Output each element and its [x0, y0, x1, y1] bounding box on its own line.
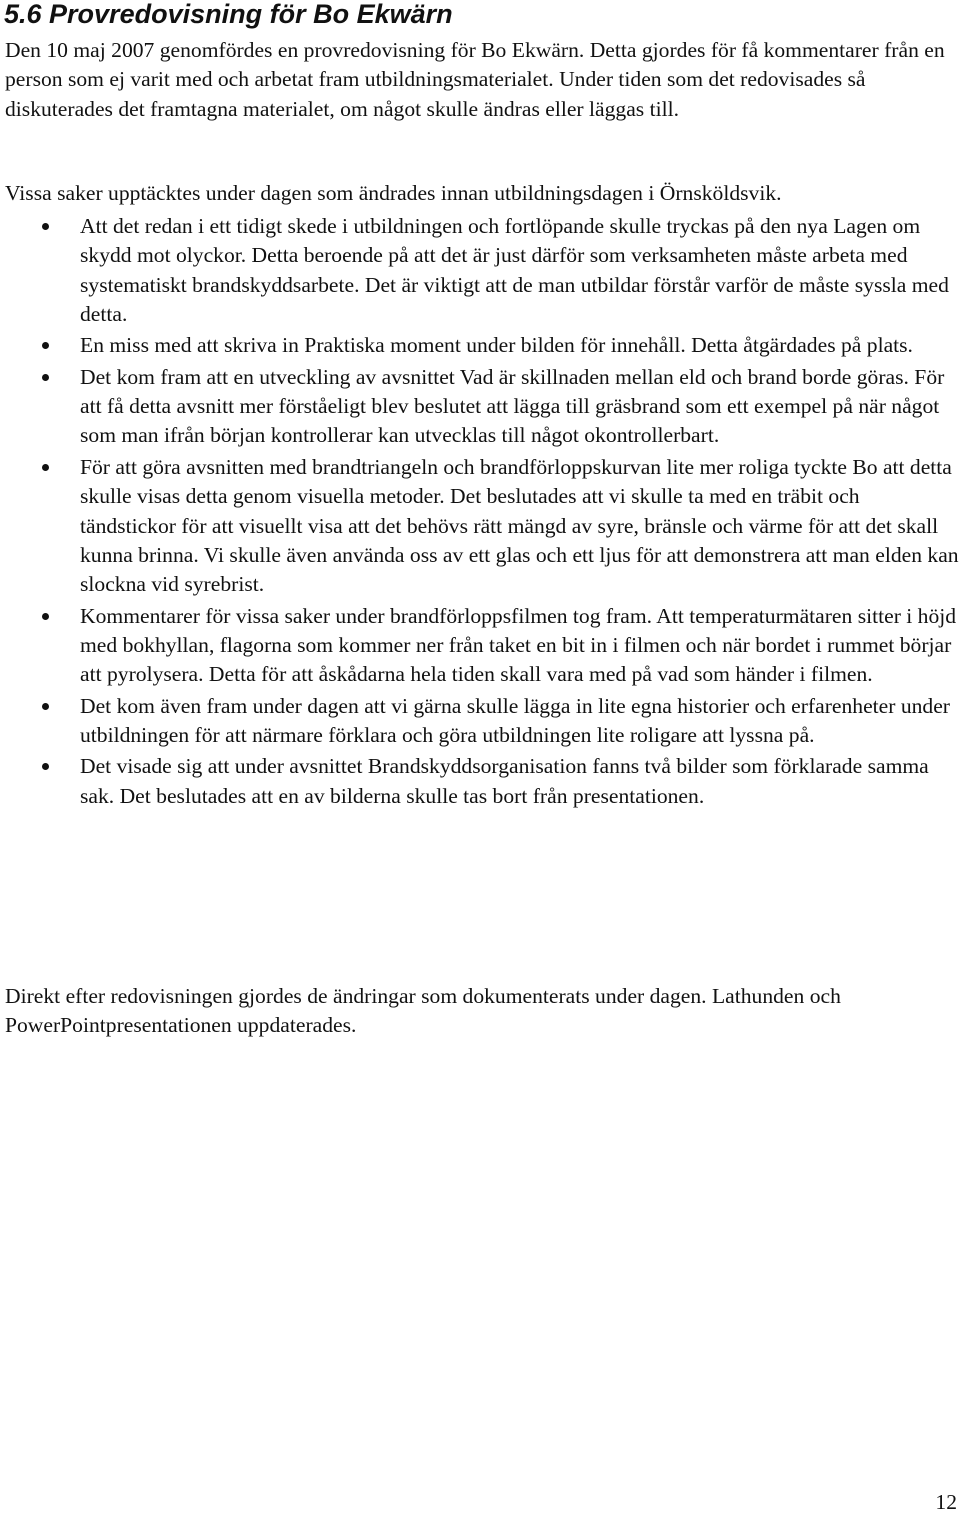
bullet-text: Att det redan i ett tidigt skede i utbildningen och fortlöpande skulle tryckas på den nya Lagen om skydd mot olyckor. Detta beroende på att det är just därför som verksamheten måste arbeta med systematiskt brandskyddsarbete. Det är viktigt att de man utbildar förstår varför de måste syssla med detta.	[80, 214, 949, 326]
bullet-item	[0, 453, 960, 599]
bullet-icon	[42, 464, 49, 471]
bullet-icon	[42, 374, 49, 381]
closing-paragraph: Direkt efter redovisningen gjordes de ändringar som dokumenterats under dagen. Lathunden och PowerPointpresentationen uppdaterades.	[5, 984, 841, 1038]
page-number: 12	[935, 1490, 957, 1514]
bullet-icon	[42, 223, 49, 230]
bullet-icon	[42, 703, 49, 710]
bullet-item	[0, 692, 960, 751]
bullet-icon	[42, 342, 49, 349]
bullet-item	[0, 331, 960, 360]
bullet-text: För att göra avsnitten med brandtriangeln och brandförloppskurvan lite mer roliga tyckte Bo att detta skulle visas detta genom visuella metoder. Det beslutades att vi skulle ta med en träbit och tändstickor för att visuellt visa att det behövs rätt mängd av syre, bränsle och värme för att det skall kunna brinna. Vi skulle även använda oss av ett glas och ett ljus för att demonstrera att man elden kan slockna vid syrebrist.	[80, 454, 959, 597]
bullet-item	[0, 602, 960, 690]
bullet-text: Det kom även fram under dagen att vi gärna skulle lägga in lite egna historier och erfarenheter under utbildningen för att närmare förklara och göra utbildningen lite roligare att lyssna på.	[80, 693, 950, 747]
bullet-item	[0, 752, 960, 811]
intro-paragraph: Den 10 maj 2007 genomfördes en provredovisning för Bo Ekwärn. Detta gjordes för få kommentarer från en person som ej varit med och arbetat fram utbildningsmaterialet. Under tiden som det redovisades så diskuterades det framtagna materialet, om något skulle ändras eller läggas till.	[5, 38, 945, 121]
bullet-item	[0, 212, 960, 329]
findings-intro-paragraph: Vissa saker upptäcktes under dagen som ändrades innan utbildningsdagen i Örnsköldsvik.	[5, 181, 782, 205]
bullet-text: En miss med att skriva in Praktiska moment under bilden för innehåll. Detta åtgärdades på plats.	[80, 333, 913, 358]
bullet-text: Det kom fram att en utveckling av avsnittet Vad är skillnaden mellan eld och brand borde göras. För att få detta avsnitt mer förståeligt blev beslutet att lägga till gräsbrand som ett exempel på när något som man ifrån början kontrollerar kan utvecklas till något okontrollerbart.	[80, 364, 945, 448]
bullet-text: Kommentarer för vissa saker under brandförloppsfilmen tog fram. Att temperaturmätaren sitter i höjd med bokhyllan, flagorna som kommer ner från taket en bit in i filmen och när bordet i rummet börjar att pyrolysera. Detta för att åskådarna hela tiden skall vara med på vad som händer i filmen.	[80, 603, 957, 687]
findings-bullet-list	[0, 212, 960, 813]
bullet-icon	[42, 763, 49, 770]
bullet-text: Det visade sig att under avsnittet Brandskyddsorganisation fanns två bilder som förklarade samma sak. Det beslutades att en av bilderna skulle tas bort från presentationen.	[80, 754, 929, 808]
section-heading: 5.6 Provredovisning för Bo Ekwärn	[4, 0, 453, 29]
bullet-icon	[42, 613, 49, 620]
bullet-item	[0, 363, 960, 451]
